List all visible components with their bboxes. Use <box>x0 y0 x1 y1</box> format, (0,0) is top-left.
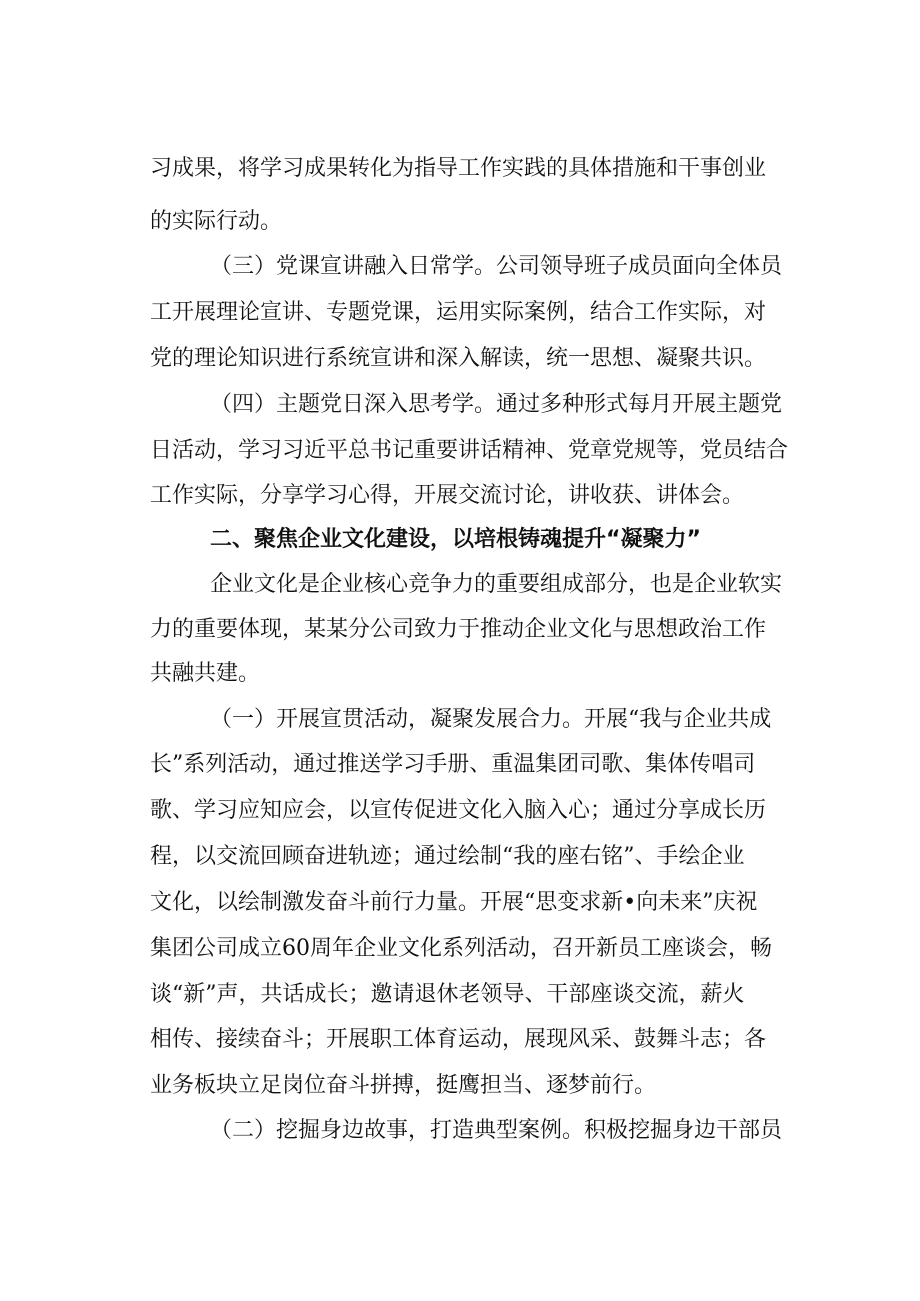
paragraph-line: 长”系列活动，通过推送学习手册、重温集团司歌、集体传唱司 <box>150 752 756 777</box>
paragraph-line: 党的理论知识进行系统宣讲和深入解读，统一思想、凝聚共识。 <box>150 346 767 371</box>
paragraph-line: （三）党课宣讲融入日常学。公司领导班子成员面向全体员 <box>210 254 783 279</box>
paragraph-line: 习成果，将学习成果转化为指导工作实践的具体措施和干事创业 <box>150 156 767 181</box>
paragraph-line: 日活动，学习习近平总书记重要讲话精神、党章党规等，党员结合 <box>150 438 789 463</box>
paragraph-line: （四）主题党日深入思考学。通过多种形式每月开展主题党 <box>210 392 783 417</box>
paragraph-line: 工开展理论宣讲、专题党课，运用实际案例，结合工作实际，对 <box>150 300 767 325</box>
paragraph-line: 工作实际，分享学习心得，开展交流讨论，讲收获、讲体会。 <box>150 483 745 508</box>
paragraph-line: 力的重要体现，某某分公司致力于推动企业文化与思想政治工作 <box>150 617 767 642</box>
paragraph-line: 歌、学习应知应会，以宣传促进文化入脑入心；通过分享成长历 <box>150 798 767 823</box>
paragraph-line: 相传、接续奋斗；开展职工体育运动，展现风采、鼓舞斗志；各 <box>150 1027 767 1052</box>
paragraph-line: 集团公司成立60周年企业文化系列活动，召开新员工座谈会，畅 <box>150 936 772 961</box>
paragraph-line: 程，以交流回顾奋进轨迹；通过绘制“我的座右铭”、手绘企业 <box>150 844 745 869</box>
paragraph-line: （一）开展宣贯活动，凝聚发展合力。开展“我与企业共成 <box>210 707 772 732</box>
paragraph-line: （二）挖掘身边故事，打造典型案例。积极挖掘身边干部员 <box>210 1118 783 1143</box>
paragraph-line: 共融共建。 <box>150 661 261 686</box>
paragraph-line: 业务板块立足岗位奋斗拼搏，挺鹰担当、逐梦前行。 <box>150 1073 657 1098</box>
paragraph-line: 文化，以绘制激发奋斗前行力量。开展“思变求新•向未来”庆祝 <box>150 890 758 915</box>
section-heading: 二、聚焦企业文化建设，以培根铸魂提升“凝聚力” <box>210 527 701 552</box>
paragraph-line: 谈“新”声，共话成长；邀请退休老领导、干部座谈交流，薪火 <box>150 982 745 1007</box>
paragraph-line: 企业文化是企业核心竞争力的重要组成部分，也是企业软实 <box>210 572 783 597</box>
paragraph-line: 的实际行动。 <box>150 209 283 234</box>
